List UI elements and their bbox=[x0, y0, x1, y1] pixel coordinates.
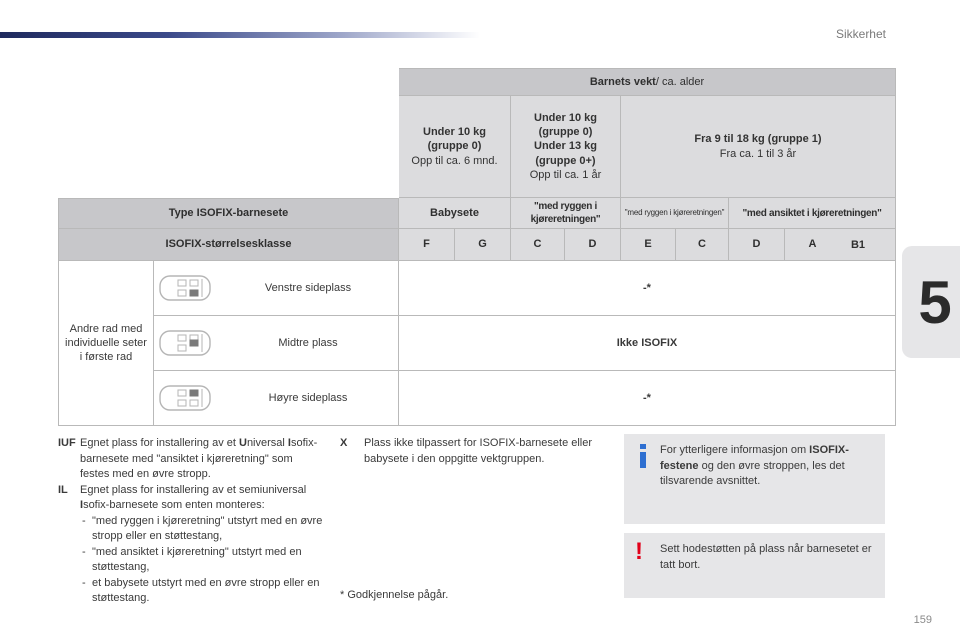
info-icon bbox=[636, 443, 650, 469]
warning-box bbox=[624, 533, 885, 598]
notes-legend bbox=[58, 436, 323, 607]
chapter-tab bbox=[902, 246, 960, 358]
seat-value-right: -* bbox=[399, 371, 896, 426]
isofix-table bbox=[58, 68, 886, 426]
size-class: D bbox=[729, 229, 785, 261]
size-class-label: ISOFIX-størrelsesklasse bbox=[58, 229, 399, 261]
note-il-list bbox=[58, 514, 323, 607]
seat-row-middle bbox=[154, 316, 399, 371]
note-il: IL Egnet plass for installering av et semiuniversal Isofix-barnesete som enten monteres: bbox=[58, 483, 307, 511]
size-class: C bbox=[511, 229, 565, 261]
size-class: A bbox=[785, 229, 841, 261]
row-group-label: Andre rad med individuelle seter i første rad bbox=[58, 261, 154, 426]
type-forward-facing: "med ansiktet i kjøreretningen" bbox=[729, 198, 896, 229]
size-class: B1 bbox=[830, 229, 886, 261]
seat-label: Høyre sideplass bbox=[268, 391, 348, 404]
seat-value-middle: Ikke ISOFIX bbox=[399, 316, 896, 371]
warning-text: Sett hodestøtten på plass når barnesetet er tatt bort. bbox=[660, 543, 872, 571]
chapter-number: 5 bbox=[918, 268, 952, 336]
note-x: X Plass ikke tilpassert for ISOFIX-barnesete eller babysete i den oppgitte vektgruppen. bbox=[340, 437, 593, 465]
seat-label: Venstre sideplass bbox=[264, 281, 352, 294]
list-item: - "med ryggen i kjøreretning" utstyrt med en øvre stropp eller en støttestang, bbox=[80, 514, 323, 545]
type-rear-facing-2: "med ryggen i kjøreretningen" bbox=[621, 198, 729, 229]
seat-row-left bbox=[154, 261, 399, 316]
seat-row-right bbox=[154, 371, 399, 426]
age-group-header: Barnets vekt / ca. alder bbox=[399, 68, 896, 96]
section-title: Sikkerhet bbox=[835, 27, 886, 41]
type-babysete: Babysete bbox=[399, 198, 511, 229]
size-class: C bbox=[676, 229, 729, 261]
size-class: F bbox=[399, 229, 455, 261]
type-rear-facing-1: "med ryggen i kjøreretningen" bbox=[511, 198, 621, 229]
note-iuf: IUF Egnet plass for installering av et Universal Isofix-barnesete med "ansiktet i kjøreretning" som festes med en øvre stropp. bbox=[58, 437, 318, 480]
size-class: G bbox=[455, 229, 511, 261]
size-class: D bbox=[565, 229, 621, 261]
age-group-0: Under 10 kg (gruppe 0) Opp til ca. 6 mnd. bbox=[399, 96, 511, 198]
info-box bbox=[624, 434, 885, 524]
type-label: Type ISOFIX-barnesete bbox=[58, 198, 399, 229]
page-number: 159 bbox=[913, 614, 932, 626]
list-item: - et babysete utstyrt med en øvre stropp eller en støttestang. bbox=[80, 576, 323, 607]
seat-value-left: -* bbox=[399, 261, 896, 316]
list-item: - "med ansiktet i kjøreretning" utstyrt med en støttestang, bbox=[80, 545, 323, 576]
car-seat-middle-icon bbox=[158, 328, 214, 358]
warning-icon: ! bbox=[635, 538, 643, 565]
car-seat-left-icon bbox=[158, 273, 214, 303]
footnote: * Godkjennelse pågår. bbox=[340, 589, 449, 601]
size-class: E bbox=[621, 229, 676, 261]
age-group-1: Fra 9 til 18 kg (gruppe 1) Fra ca. 1 til 3 år bbox=[621, 96, 896, 198]
header-bar bbox=[0, 32, 480, 38]
seat-label: Midtre plass bbox=[278, 336, 338, 349]
age-group-0plus: Under 10 kg (gruppe 0) Under 13 kg (gruppe 0+) Opp til ca. 1 år bbox=[511, 96, 621, 198]
table-blank-corner bbox=[58, 68, 399, 198]
car-seat-right-icon bbox=[158, 383, 214, 413]
info-text: For ytterligere informasjon om ISOFIX-festene og den øvre stroppen, les det tilsvarende avsnittet. bbox=[660, 444, 849, 487]
